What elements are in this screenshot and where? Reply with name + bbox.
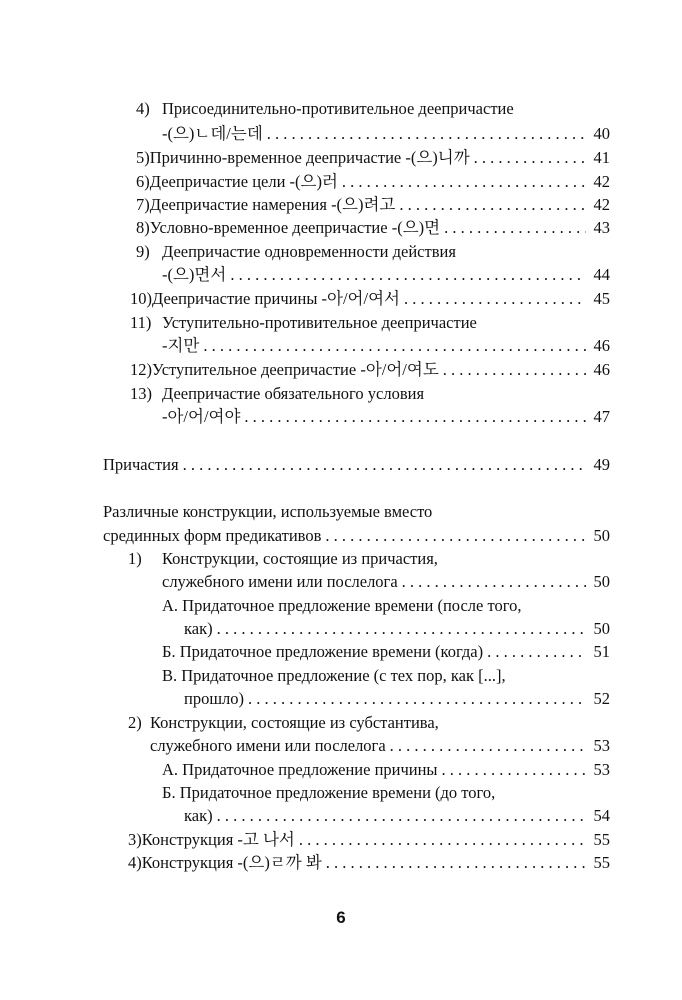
toc-entry-number: 2)	[128, 713, 142, 732]
toc-entry	[130, 289, 610, 309]
toc-entry-number: 8)	[136, 218, 150, 237]
toc-entry-number: 9)	[136, 242, 150, 261]
toc-leader-dots	[267, 124, 586, 144]
toc-entry	[136, 148, 610, 168]
toc-entry-page: 41	[593, 148, 610, 167]
toc-leader-dots	[390, 736, 586, 756]
toc-entry-page: 45	[593, 289, 610, 308]
toc-entry-text: служебного имени или послелога	[150, 736, 386, 755]
toc-leader-dots	[217, 806, 586, 826]
toc-entry	[162, 407, 610, 427]
toc-entry-text: Конструкция -(으)ㄹ까 봐	[141, 853, 322, 872]
toc-leader-dots	[217, 619, 586, 639]
toc-entry-page: 44	[593, 265, 610, 284]
toc-entry-text: -아/어/여야	[162, 407, 241, 426]
toc-entry	[184, 806, 610, 826]
toc-entry	[136, 242, 456, 262]
toc-entry-text: А. Придаточное предложение причины	[162, 760, 438, 779]
toc-entry	[162, 666, 506, 686]
toc-entry-text: служебного имени или послелога	[162, 572, 398, 591]
toc-entry	[162, 642, 610, 662]
toc-entry-page: 43	[593, 218, 610, 237]
toc-entry-text: Б. Придаточное предложение времени (когда)	[162, 642, 484, 661]
toc-entry-text: Деепричастие одновременности действия	[162, 242, 456, 261]
toc-leader-dots	[325, 526, 586, 546]
toc-entry	[136, 195, 610, 215]
toc-entry-number: 5)	[136, 148, 150, 167]
toc-entry-text: Конструкции, состоящие из субстантива,	[150, 713, 439, 732]
toc-leader-dots	[183, 455, 586, 475]
toc-entry-text: Деепричастие обязательного условия	[162, 384, 425, 403]
toc-leader-dots	[248, 689, 586, 709]
toc-entry-number: 4)	[136, 99, 150, 118]
toc-entry	[162, 265, 610, 285]
toc-leader-dots	[442, 760, 586, 780]
toc-leader-dots	[230, 265, 586, 285]
toc-entry-page: 52	[593, 689, 610, 708]
toc-entry-text: срединных форм предикативов	[103, 526, 322, 545]
toc-entry	[150, 736, 610, 756]
toc-leader-dots	[474, 148, 586, 168]
toc-entry-text: Б. Придаточное предложение времени (до того,	[162, 783, 496, 802]
toc-entry	[130, 313, 477, 333]
toc-leader-dots	[404, 289, 586, 309]
toc-entry	[162, 596, 521, 616]
toc-entry-page: 50	[593, 526, 610, 545]
toc-entry-text: Деепричастие намерения -(으)려고	[149, 195, 396, 214]
toc-entry-page: 54	[593, 806, 610, 825]
toc-entry-number: 12)	[130, 360, 152, 379]
toc-entry	[103, 502, 432, 522]
toc-entry	[162, 124, 610, 144]
toc-entry-page: 42	[593, 195, 610, 214]
toc-entry-text: Уступительно-противительное деепричастие	[162, 313, 477, 332]
toc-entry-text: -지만	[162, 336, 200, 355]
toc-leader-dots	[299, 830, 586, 850]
toc-entry	[130, 360, 610, 380]
toc-entry-text: -(으)면서	[162, 265, 227, 284]
toc-entry	[128, 830, 610, 850]
toc-entry-number: 1)	[128, 549, 142, 568]
toc-entry	[184, 689, 610, 709]
toc-leader-dots	[399, 195, 586, 215]
toc-entry-page: 47	[593, 407, 610, 426]
toc-entry-text: Причинно-временное деепричастие -(으)니까	[149, 148, 470, 167]
toc-entry	[136, 99, 514, 119]
toc-entry-text: как)	[184, 619, 213, 638]
toc-entry-page: 42	[593, 172, 610, 191]
toc-entry	[130, 384, 425, 404]
toc-entry-text: Различные конструкции, используемые вместо	[103, 502, 433, 521]
toc-entry	[128, 713, 439, 733]
toc-entry	[184, 619, 610, 639]
toc-leader-dots	[203, 336, 586, 356]
toc-leader-dots	[487, 642, 586, 662]
toc-entry-text: А. Придаточное предложение времени (после того,	[162, 596, 522, 615]
toc-entry-page: 53	[593, 736, 610, 755]
toc-leader-dots	[443, 360, 586, 380]
toc-entry-page: 50	[593, 619, 610, 638]
toc-entry-text: Деепричастие причины -아/어/여서	[152, 289, 400, 308]
toc-leader-dots	[402, 572, 586, 592]
toc-leader-dots	[244, 407, 586, 427]
toc-entry-page: 51	[593, 642, 610, 661]
toc-leader-dots	[326, 853, 586, 873]
toc-entry-text: В. Придаточное предложение (с тех пор, как [...],	[162, 666, 506, 685]
toc-entry-number: 4)	[128, 853, 142, 872]
toc-entry	[162, 336, 610, 356]
toc-entry-text: Конструкции, состоящие из причастия,	[162, 549, 438, 568]
toc-entry-number: 10)	[130, 289, 152, 308]
toc-leader-dots	[342, 172, 586, 192]
toc-entry	[162, 760, 610, 780]
toc-entry	[136, 172, 610, 192]
toc-entry	[103, 526, 610, 546]
toc-entry-text: Уступительное деепричастие -아/어/여도	[152, 360, 439, 379]
toc-entry-text: Причастия	[103, 455, 179, 474]
toc-entry	[162, 572, 610, 592]
toc-entry-page: 53	[593, 760, 610, 779]
toc-entry-page: 46	[593, 360, 610, 379]
toc-entry-page: 55	[593, 853, 610, 872]
toc-entry-page: 55	[593, 830, 610, 849]
toc-entry-text: -(으)ㄴ데/는데	[162, 124, 263, 143]
toc-entry-number: 11)	[130, 313, 152, 332]
page-number: 6	[336, 908, 346, 927]
toc-entry	[128, 549, 438, 569]
toc-entry-text: Условно-временное деепричастие -(으)면	[149, 218, 441, 237]
toc-entry-text: как)	[184, 806, 213, 825]
toc-entry-number: 6)	[136, 172, 150, 191]
toc-entry-number: 7)	[136, 195, 150, 214]
toc-entry-text: Конструкция -고 나서	[141, 830, 295, 849]
toc-entry-page: 40	[593, 124, 610, 143]
toc-entry	[128, 853, 610, 873]
toc-entry-page: 49	[593, 455, 610, 474]
toc-entry	[162, 783, 495, 803]
toc-leader-dots	[444, 218, 586, 238]
toc-entry-text: Присоединительно-противительное деепричастие	[162, 99, 514, 118]
toc-entry-number: 3)	[128, 830, 142, 849]
toc-entry	[136, 218, 610, 238]
toc-entry-page: 46	[593, 336, 610, 355]
toc-entry-number: 13)	[130, 384, 152, 403]
toc-entry-text: Деепричастие цели -(으)러	[149, 172, 338, 191]
toc-entry-text: прошло)	[184, 689, 245, 708]
toc-entry-page: 50	[593, 572, 610, 591]
toc-entry	[103, 455, 610, 475]
